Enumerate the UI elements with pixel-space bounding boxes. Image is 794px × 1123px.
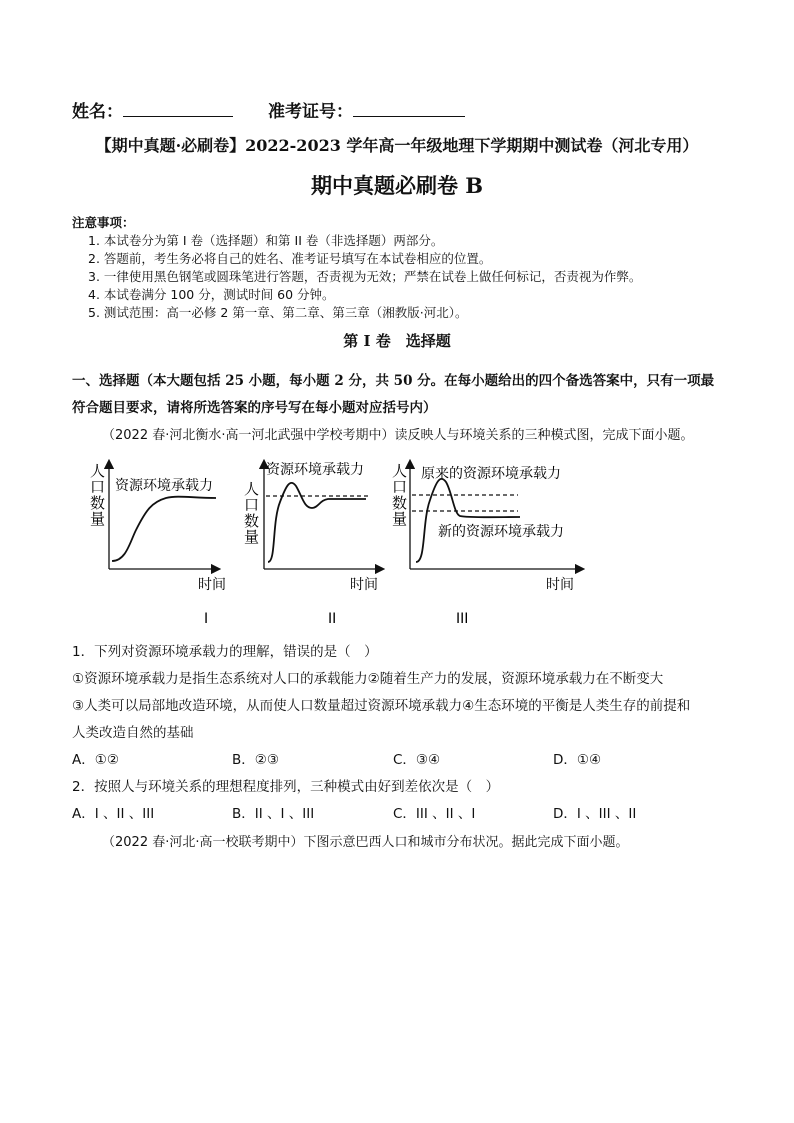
panel-1 bbox=[90, 462, 226, 627]
panel-1-caption: 资源环境承载力 bbox=[115, 478, 213, 494]
q1-option-a: A．①② bbox=[72, 752, 119, 768]
note-item: 3. 一律使用黑色钢笔或圆珠笔进行答题，否责视为无效；严禁在试卷上做任何标记，否责视为作弊。 bbox=[88, 269, 642, 284]
q2-option-b: B．II 、I 、III bbox=[232, 806, 315, 822]
panel-1-curve bbox=[112, 497, 216, 561]
source-note-1: （2022 春·河北衡水·高一河北武强中学校考期中）读反映人与环境关系的三种模式图，完成下面小题。 bbox=[102, 428, 694, 443]
panel-2-y-char: 量 bbox=[244, 528, 260, 546]
panel-1-roman: I bbox=[204, 611, 209, 627]
panel-1-y-char: 口 bbox=[90, 478, 106, 496]
q2-option-c: C．III 、II 、I bbox=[393, 806, 476, 822]
panel-3-y-char: 数 bbox=[392, 494, 408, 512]
exam-id-field bbox=[268, 97, 465, 122]
note-item: 2. 答题前，考生务必将自己的姓名、准考证号填写在本试卷相应的位置。 bbox=[88, 251, 492, 266]
source-note-2: （2022 春·河北·高一校联考期中）下图示意巴西人口和城市分布状况。据此完成下面小题。 bbox=[102, 835, 629, 850]
note-item: 5. 测试范围：高一必修 2 第一章、第二章、第三章（湘教版·河北）。 bbox=[88, 305, 468, 320]
panel-3-caption-top: 原来的资源环境承载力 bbox=[421, 466, 561, 482]
paper-title: 期中真题必刷卷 B bbox=[310, 173, 484, 198]
panel-1-y-char: 量 bbox=[90, 510, 106, 528]
q2-stem: 2．按照人与环境关系的理想程度排列，三种模式由好到差依次是（ ） bbox=[72, 779, 500, 795]
panel-3 bbox=[392, 462, 580, 627]
panel-3-y-char: 人 bbox=[392, 462, 408, 480]
panel-2-y-char: 口 bbox=[244, 496, 260, 514]
panel-2 bbox=[244, 461, 380, 627]
panel-3-x-label: 时间 bbox=[546, 577, 574, 593]
panel-1-x-label: 时间 bbox=[198, 577, 226, 593]
note-item: 4. 本试卷满分 100 分，测试时间 60 分钟。 bbox=[88, 287, 335, 302]
panel-3-y-char: 口 bbox=[392, 478, 408, 496]
q2-option-d: D．I 、III 、II bbox=[553, 806, 637, 822]
q1-option-d: D．①④ bbox=[553, 752, 602, 768]
q1-statement-line: 人类改造自然的基础 bbox=[72, 725, 194, 741]
exam-id-blank bbox=[353, 102, 465, 117]
series-title: 【期中真题·必刷卷】2022-2023 学年高一年级地理下学期期中测试卷（河北专用） bbox=[95, 136, 699, 155]
q1-stem: 1．下列对资源环境承载力的理解，错误的是（ ） bbox=[72, 644, 378, 660]
q2-option-a: A．I 、II 、III bbox=[72, 806, 155, 822]
population-model-figure bbox=[80, 452, 600, 632]
q1-statement-line: ①资源环境承载力是指生态系统对人口的承载能力②随着生产力的发展，资源环境承载力在不断变大 bbox=[72, 671, 664, 687]
section-instruction-1: 一、选择题（本大题包括 25 小题，每小题 2 分，共 50 分。在每小题给出的四个备选答案中，只有一项最 bbox=[72, 373, 715, 389]
panel-1-y-char: 人 bbox=[90, 462, 106, 480]
notes bbox=[72, 214, 641, 322]
panel-3-caption-bottom: 新的资源环境承载力 bbox=[438, 524, 564, 540]
panel-3-y-char: 量 bbox=[392, 510, 408, 528]
name-label: 姓名： bbox=[72, 102, 123, 122]
notes-heading: 注意事项： bbox=[72, 215, 135, 230]
panel-2-y-char: 人 bbox=[244, 480, 260, 498]
panel-2-x-label: 时间 bbox=[350, 577, 378, 593]
section-title: 第 I 卷 选择题 bbox=[343, 332, 451, 350]
section-instruction-2: 符合题目要求，请将所选答案的序号写在每小题对应括号内） bbox=[72, 400, 437, 416]
exam-id-label: 准考证号： bbox=[268, 102, 353, 122]
panel-2-roman: II bbox=[328, 611, 337, 627]
q1-option-b: B．②③ bbox=[232, 752, 279, 768]
panel-3-curve bbox=[416, 479, 520, 562]
panel-3-roman: III bbox=[456, 611, 469, 627]
panel-2-caption: 资源环境承载力 bbox=[266, 462, 364, 478]
name-blank bbox=[123, 102, 233, 117]
q1-statement-line: ③人类可以局部地改造环境，从而使人口数量超过资源环境承载力④生态环境的平衡是人类生存的前提和 bbox=[72, 698, 691, 714]
note-item: 1. 本试卷分为第 I 卷（选择题）和第 II 卷（非选择题）两部分。 bbox=[88, 233, 444, 248]
panel-1-y-char: 数 bbox=[90, 494, 106, 512]
q1-option-c: C．③④ bbox=[393, 752, 441, 768]
panel-2-y-char: 数 bbox=[244, 512, 260, 530]
name-field bbox=[72, 97, 233, 122]
panel-2-curve bbox=[268, 483, 366, 562]
